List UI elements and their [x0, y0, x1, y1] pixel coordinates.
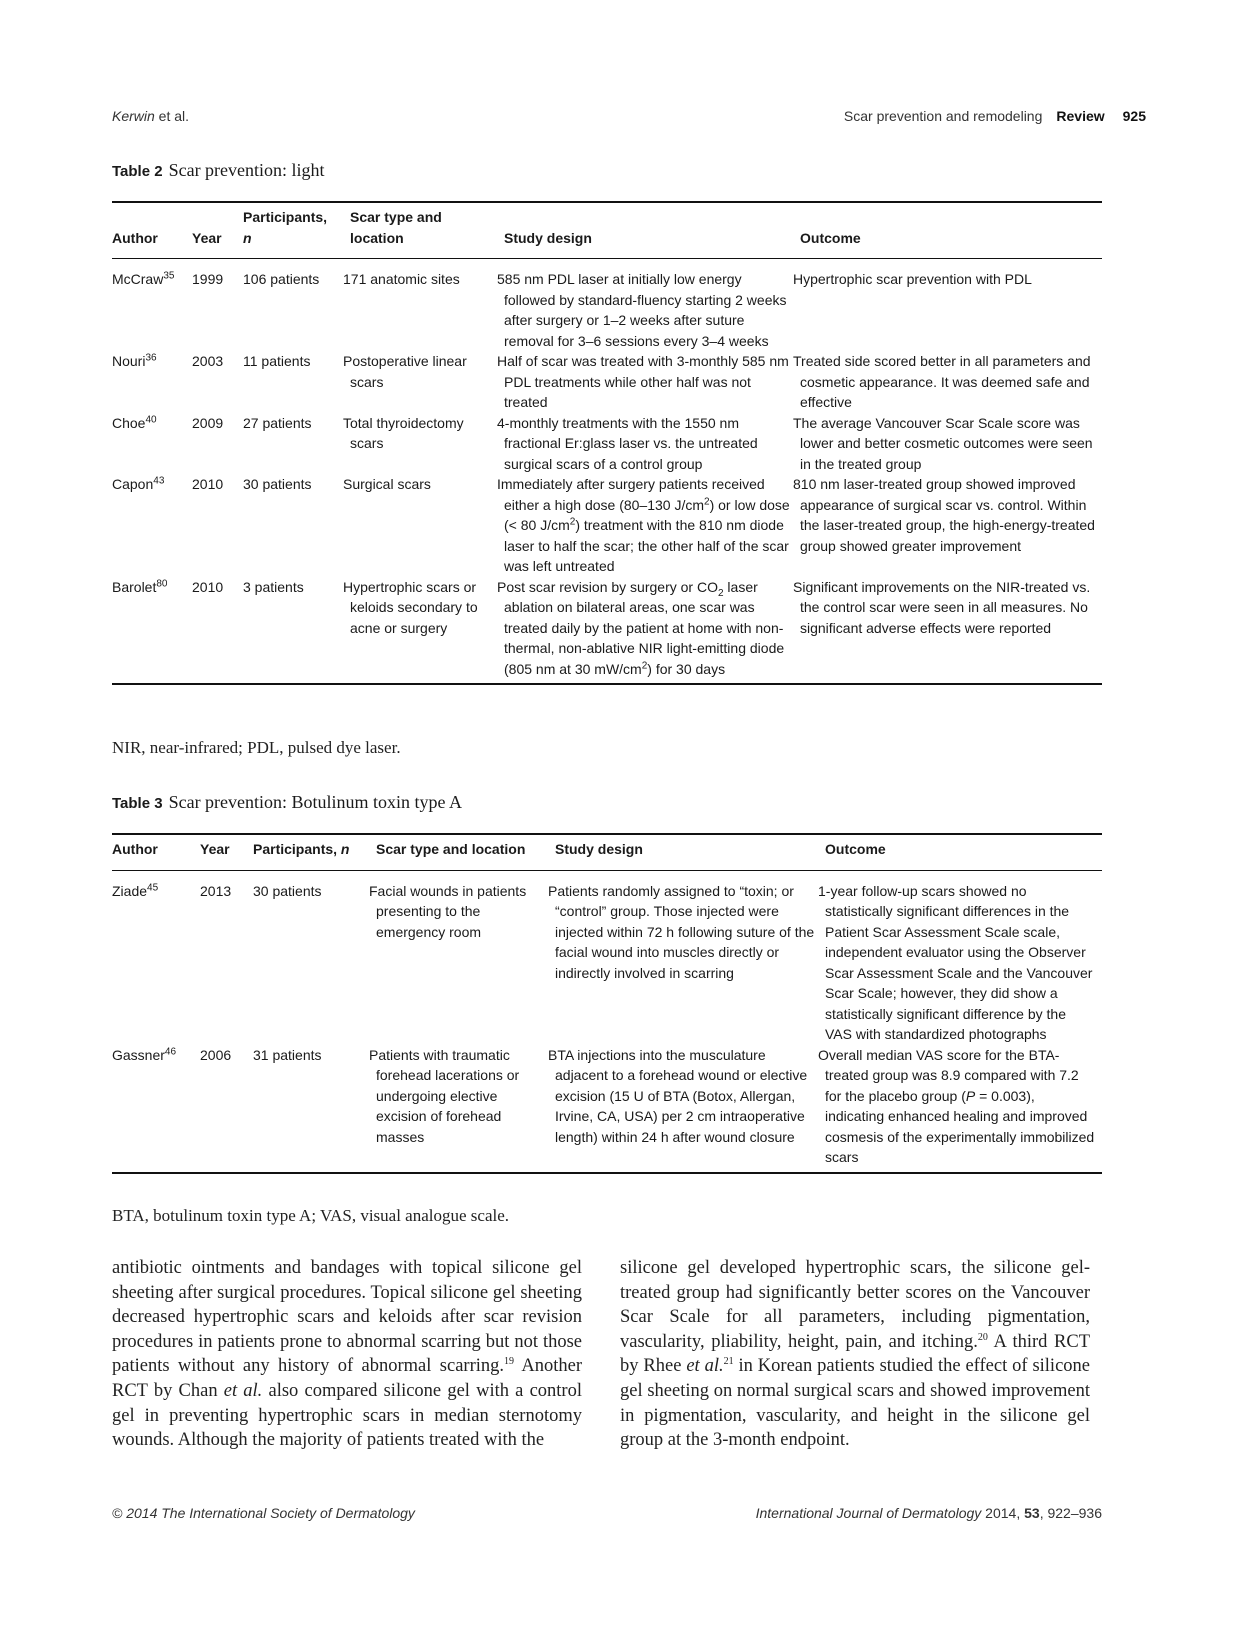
col-study-design: Study design: [504, 202, 800, 259]
participants-cell: 27 patients: [243, 414, 312, 431]
table3-footnote: BTA, botulinum toxin type A; VAS, visual analogue scale.: [112, 1206, 510, 1225]
col-author: Author: [112, 202, 192, 259]
table3-caption: Table 3 Scar prevention: Botulinum toxin type A: [112, 792, 463, 812]
col-scar-type: Scar type and location: [350, 202, 504, 259]
col-scar-type: Scar type and location: [376, 834, 555, 870]
year-cell: 2010: [192, 476, 224, 492]
table2-caption: Table 2 Scar prevention: light: [112, 160, 325, 180]
author-cell: Choe$^{40}$: [112, 413, 157, 431]
participants-cell: 3 patients: [243, 577, 350, 685]
col-outcome: Outcome: [825, 834, 1102, 870]
col-participants: Participants, n: [243, 202, 350, 259]
participants-cell: 106 patients: [243, 271, 320, 287]
outcome-cell: The average Vancouver Scar Scale score was lower and better cosmetic outcomes were seen in the treated group: [793, 414, 1093, 472]
design-cell: Patients randomly assigned to “toxin; or “control” group. Those injected were injected within 72 h following suture of the facial wound into muscles directly or indirectly involved in scarring: [548, 882, 815, 981]
body-column-right: [620, 1256, 1090, 1453]
year-cell: 2009: [192, 414, 224, 431]
design-cell: Post scar revision by surgery or $CO_2$ laser ablation on bilateral areas, one scar was treated daily by the patient at home with non-thermal, non-ablative NIR light-emitting diode (805 nm at 30 $mW/cm^2$) for 30 days: [504, 577, 800, 685]
outcome-cell: Overall median VAS score for the BTA-treated group was 8.9 compared with 7.2 for the placebo group (P = 0.003), indicating enhanced healing and improved cosmesis of the experimentally immobilized scars: [825, 1045, 1102, 1173]
scar-cell: Postoperative linear scars: [343, 353, 467, 390]
scar-cell: Total thyroidectomy scars: [343, 414, 464, 451]
running-head-title-block: [844, 108, 1146, 124]
year-cell: 2003: [192, 353, 224, 369]
year-cell: 2013: [200, 882, 232, 899]
col-participants: Participants, n: [253, 834, 376, 870]
footer-copyright: © 2014 The International Society of Dermatology: [112, 1505, 415, 1521]
design-cell: 4-monthly treatments with the 1550 nm fractional Er:glass laser vs. the untreated surgical scars of a control group: [497, 414, 758, 472]
year-cell: 1999: [192, 271, 224, 287]
author-cell: Ziade$^{45}$: [112, 881, 159, 899]
design-cell: Immediately after surgery patients received either a high dose (80–130 $J/cm^2$) or low dose (< 80 $J/cm^2$) treatment with the 810 nm diode laser to half the scar; the other half of the scar was left untreated: [497, 476, 790, 574]
table3: [112, 833, 1102, 1174]
participants-cell: 30 patients: [253, 882, 322, 899]
body-paragraph-right: silicone gel developed hypertrophic scars, the silicone gel-treated group had significantly better scores on the Vancouver Scar Scale for all parameters, including pigmentation, vascularity, pliability, height, pain, and itching.$^{20}$ A third RCT by Rhee et al.$^{21}$ in Korean patients studied the effect of silicone gel sheeting on normal surgical scars and showed improvement in pigmentation, vascularity, and height in the silicone gel group at the 3-month endpoint.: [620, 1258, 1090, 1451]
table-row: [112, 870, 1102, 1045]
scar-cell: 171 anatomic sites: [343, 271, 460, 287]
running-head-author: Kerwin et al.: [112, 108, 190, 124]
author-cell: Nouri$^{36}$: [112, 352, 157, 369]
scar-cell: Hypertrophic scars or keloids secondary to acne or surgery: [350, 577, 504, 685]
scar-cell: Patients with traumatic forehead lacerations or undergoing elective excision of forehead masses: [376, 1045, 555, 1173]
author-cell: Gassner$^{46}$: [112, 1045, 200, 1173]
author-cell: McCraw$^{35}$: [112, 270, 175, 287]
participants-cell: 30 patients: [243, 476, 312, 492]
author-cell: Capon$^{43}$: [112, 475, 165, 492]
author-cell: Barolet$^{80}$: [112, 577, 192, 685]
table2-header-row: [112, 202, 1102, 259]
outcome-cell: Hypertrophic scar prevention with PDL: [793, 271, 1032, 287]
page-number: 925: [1122, 108, 1146, 124]
year-cell: 2010: [192, 577, 243, 685]
participants-cell: 31 patients: [253, 1045, 376, 1173]
body-paragraph-left: antibiotic ointments and bandages with topical silicone gel sheeting after surgical procedures. Topical silicone gel sheeting decreased hypertrophic scars and keloids after scar revision procedures in patients prone to abnormal scarring but not those patients without any history of abnormal scarring.$^{19}$ Another RCT by Chan et al. also compared silicone gel with a control gel in preventing hypertrophic scars in median sternotomy wounds. Although the majority of patients treated with the: [112, 1258, 582, 1451]
table-row: [112, 1045, 1102, 1173]
outcome-cell: Significant improvements on the NIR-treated vs. the control scar were seen in all measures. No significant adverse effects were reported: [800, 577, 1102, 685]
running-head: [112, 108, 1146, 130]
col-year: Year: [200, 834, 253, 870]
year-cell: 2006: [200, 1045, 253, 1173]
footer-citation: International Journal of Dermatology 2014, 53, 922–936: [755, 1505, 1102, 1521]
body-column-left: [112, 1256, 582, 1453]
col-outcome: Outcome: [800, 202, 1102, 259]
col-study-design: Study design: [555, 834, 825, 870]
design-cell: Half of scar was treated with 3-monthly 585 nm PDL treatments while other half was not treated: [497, 353, 789, 410]
outcome-cell: 810 nm laser-treated group showed improved appearance of surgical scar vs. control. Within the laser-treated group, the high-energy-treated group showed greater improvement: [793, 476, 1095, 554]
table-row: [112, 259, 1102, 352]
design-cell: BTA injections into the musculature adjacent to a forehead wound or elective excision (15 U of BTA (Botox, Allergan, Irvine, CA, USA) per 2 cm intraoperative length) within 24 h after wound closure: [555, 1045, 825, 1173]
scar-cell: Surgical scars: [343, 476, 431, 492]
table-row: [112, 413, 1102, 475]
section-label: Review: [1056, 108, 1105, 124]
col-author: Author: [112, 834, 200, 870]
outcome-cell: 1-year follow-up scars showed no statistically significant differences in the Patient Scar Assessment Scale scale, independent evaluator using the Observer Scar Assessment Scale and the Vancouver Scar Scale; however, they did show a statistically significant difference by the VAS with standardized photographs: [818, 882, 1093, 1042]
table-row: [112, 474, 1102, 577]
table-row: [112, 577, 1102, 685]
participants-cell: 11 patients: [243, 353, 311, 369]
outcome-cell: Treated side scored better in all parameters and cosmetic appearance. It was deemed safe and effective: [793, 353, 1091, 410]
design-cell: 585 nm PDL laser at initially low energy followed by standard-fluency starting 2 weeks after surgery or 1–2 weeks after suture removal for 3–6 sessions every 3–4 weeks: [497, 271, 787, 349]
table2: [112, 201, 1102, 685]
table2-footnote: NIR, near-infrared; PDL, pulsed dye laser.: [112, 738, 401, 757]
scar-cell: Facial wounds in patients presenting to the emergency room: [369, 882, 527, 940]
running-title: Scar prevention and remodeling: [843, 108, 1043, 124]
col-year: Year: [192, 202, 243, 259]
table3-header-row: [112, 834, 1102, 870]
table-row: [112, 351, 1102, 413]
